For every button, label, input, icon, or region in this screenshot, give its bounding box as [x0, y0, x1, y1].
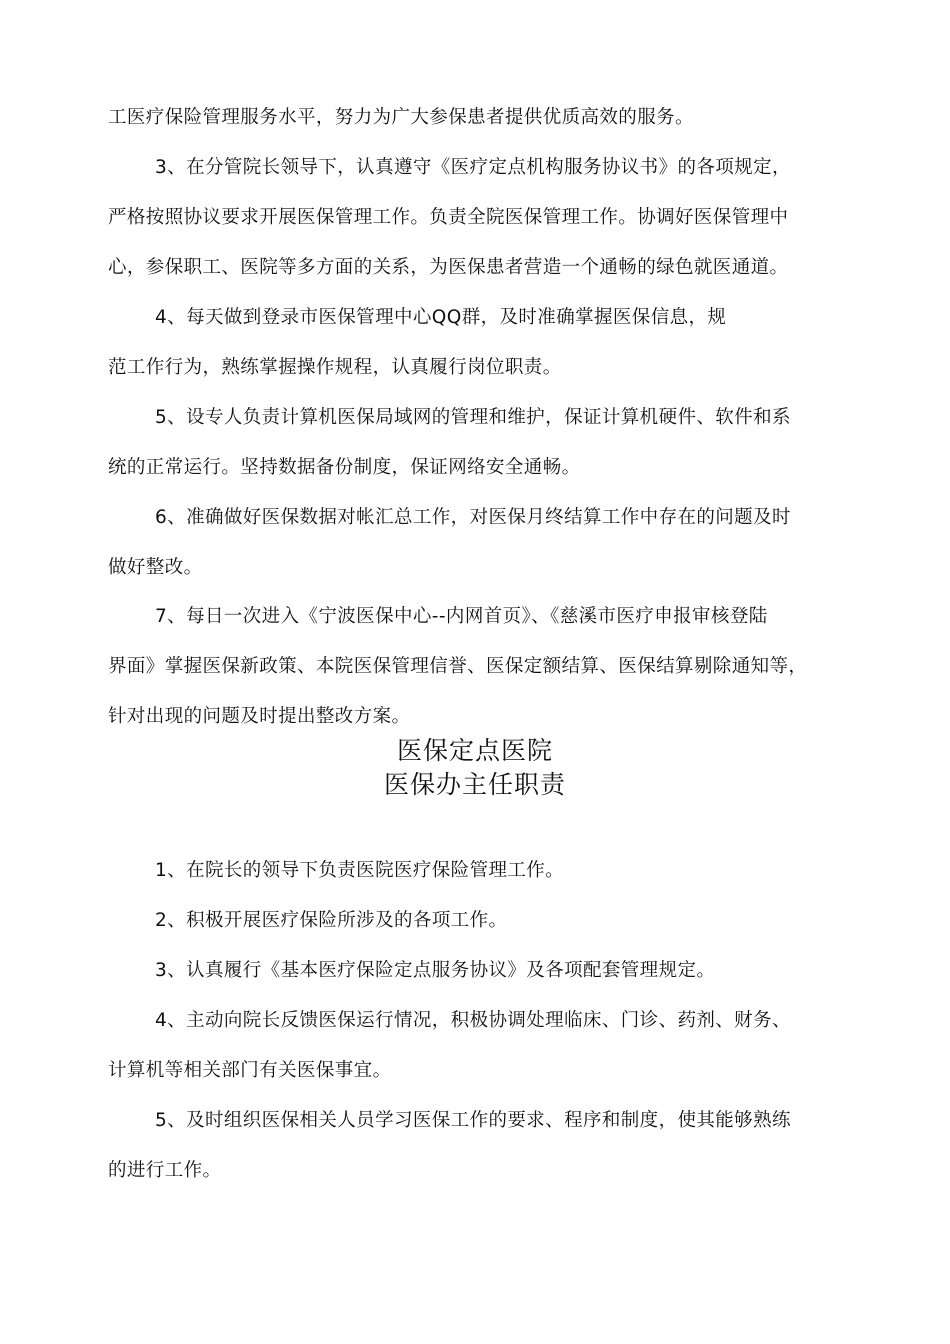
paragraph-line: 统的正常运行。坚持数据备份制度，保证网络安全通畅。 — [108, 457, 581, 478]
paragraph-line: 工医疗保险管理服务水平，努力为广大参保患者提供优质高效的服务。 — [108, 107, 694, 128]
section-title: 医保定点医院 — [396, 736, 553, 765]
paragraph-line: 界面》掌握医保新政策、本院医保管理信誉、医保定额结算、医保结算剔除通知等， — [108, 656, 808, 677]
paragraph-line: 严格按照协议要求开展医保管理工作。负责全院医保管理工作。协调好医保管理中 — [108, 207, 789, 228]
paragraph-line: 做好整改。 — [108, 557, 203, 578]
paragraph-line: 4、每天做到登录市医保管理中心QQ群，及时准确掌握医保信息，规 — [155, 307, 727, 328]
paragraph-line: 6、准确做好医保数据对帐汇总工作，对医保月终结算工作中存在的问题及时 — [155, 507, 791, 528]
paragraph-line: 范工作行为，熟练掌握操作规程，认真履行岗位职责。 — [108, 357, 562, 378]
paragraph-line: 5、设专人负责计算机医保局域网的管理和维护，保证计算机硬件、软件和系 — [155, 407, 791, 428]
duty-item-continuation: 的进行工作。 — [108, 1160, 222, 1181]
duty-item: 4、主动向院长反馈医保运行情况，积极协调处理临床、门诊、药剂、财务、 — [155, 1010, 791, 1031]
duty-item-continuation: 计算机等相关部门有关医保事宜。 — [108, 1060, 392, 1081]
paragraph-line: 7、每日一次进入《宁波医保中心--内网首页》、《慈溪市医疗申报审核登陆 — [155, 606, 768, 627]
duty-item: 3、认真履行《基本医疗保险定点服务协议》及各项配套管理规定。 — [155, 960, 716, 981]
duty-item: 1、在院长的领导下负责医院医疗保险管理工作。 — [155, 860, 565, 881]
paragraph-line: 针对出现的问题及时提出整改方案。 — [108, 706, 411, 727]
duty-item: 5、及时组织医保相关人员学习医保工作的要求、程序和制度，使其能够熟练 — [155, 1110, 791, 1131]
section-subtitle: 医保办主任职责 — [383, 770, 566, 799]
paragraph-line: 心，参保职工、医院等多方面的关系，为医保患者营造一个通畅的绿色就医通道。 — [108, 257, 789, 278]
duty-item: 2、积极开展医疗保险所涉及的各项工作。 — [155, 910, 508, 931]
paragraph-line: 3、在分管院长领导下，认真遵守《医疗定点机构服务协议书》的各项规定， — [155, 157, 791, 178]
